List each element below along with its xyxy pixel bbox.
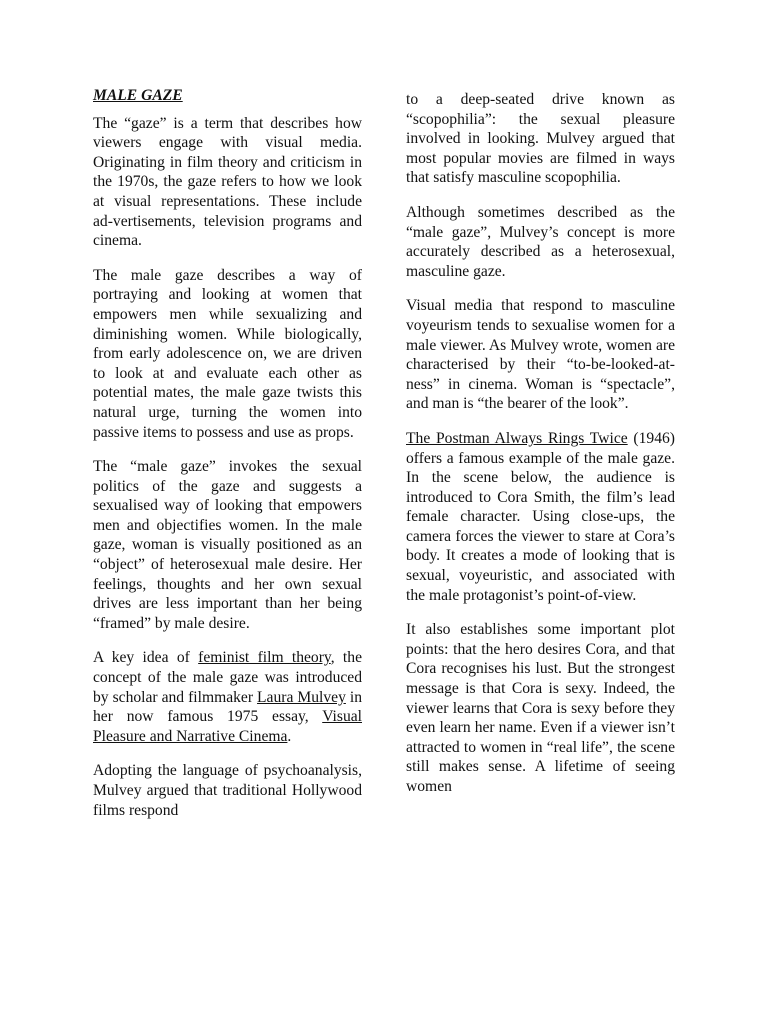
paragraph-scopophilia: to a deep-seated drive known as “scopophilia”: the sexual pleasure involved in looking. Mulvey argued that most popular movies are filmed in ways that satisfy masculine scopophilia. [406,91,675,187]
page-title: MALE GAZE [93,87,183,104]
paragraph-male-gaze-description: The male gaze describes a way of portraying and looking at women that empowers men while sexualizing and diminishing women. While biologically, from early adolescence on, we are driven to look at and evaluate each other as potential mates, the male gaze twists this natural urge, turning the women into passive items to possess and use as props. [93,266,362,441]
text-segment: , the concept of the male gaze was introduced by scholar and filmmaker [93,649,362,706]
text-segment: A key idea of [93,649,199,667]
paragraph-heterosexual-gaze: Although sometimes described as the “male gaze”, Mulvey’s concept is more accurately described as a heterosexual, masculine gaze. [406,203,675,280]
paragraph-male-gaze-politics: The “male gaze” invokes the sexual politics of the gaze and suggests a sexualised way of looking that empowers men and objectifies women. In the male gaze, woman is visually positioned as an “object” of heterosexual male desire. Her feelings, thoughts and her own sexual drives are less important than her being “framed” by male desire. [93,458,362,632]
text-segment: . [287,727,292,745]
right-column [406,90,675,812]
paragraph-postman-example [406,429,675,605]
text-segment: in her now famous 1975 essay, [93,688,363,726]
paragraph-voyeurism: Visual media that respond to masculine voyeurism tends to sexualise women for a male viewer. As Mulvey wrote, women are characterised by their “to-be-looked-at-ness” in cinema. Woman is “spectacle”, and man is “the bearer of the look”. [406,297,675,413]
paragraph-gaze-definition: The “gaze” is a term that describes how viewers engage with visual media. Originating in film theory and criticism in the 1970s, the gaze refers to how we look at visual representations. These include ad-vertisements, television programs and cinema. [93,114,362,250]
text-segment: (1946) offers a famous example of the male gaze. In the scene below, the audience is introduced to Cora Smith, the film’s lead female character. Using close-ups, the camera forces the viewer to stare at Cora’s body. It creates a mode of looking that is sexual, voyeuristic, and associated with the male protagonist’s point-of-view. [406,429,675,604]
link-laura-mulvey[interactable]: Laura Mulvey [257,688,346,706]
left-column [93,86,362,835]
link-postman-always-rings-twice[interactable]: The Postman Always Rings Twice [406,429,628,447]
paragraph-key-idea [93,648,362,746]
paragraph-plot-points: It also establishes some important plot points: that the hero desires Cora, and that Cora recognises his lust. But the strongest message is that Cora is sexy. Indeed, the viewer learns that Cora is sexy before they even learn her name. Even if a viewer isn’t attracted to women in “real life”, the scene still makes sense. A lifetime of seeing women [406,621,675,795]
link-feminist-film-theory[interactable]: feminist film theory [198,649,331,667]
link-visual-pleasure-essay[interactable]: Visual Pleasure and Narrative Cinema [93,708,362,745]
paragraph-psychoanalysis: Adopting the language of psychoanalysis, Mulvey argued that traditional Hollywood films respond [93,762,362,819]
